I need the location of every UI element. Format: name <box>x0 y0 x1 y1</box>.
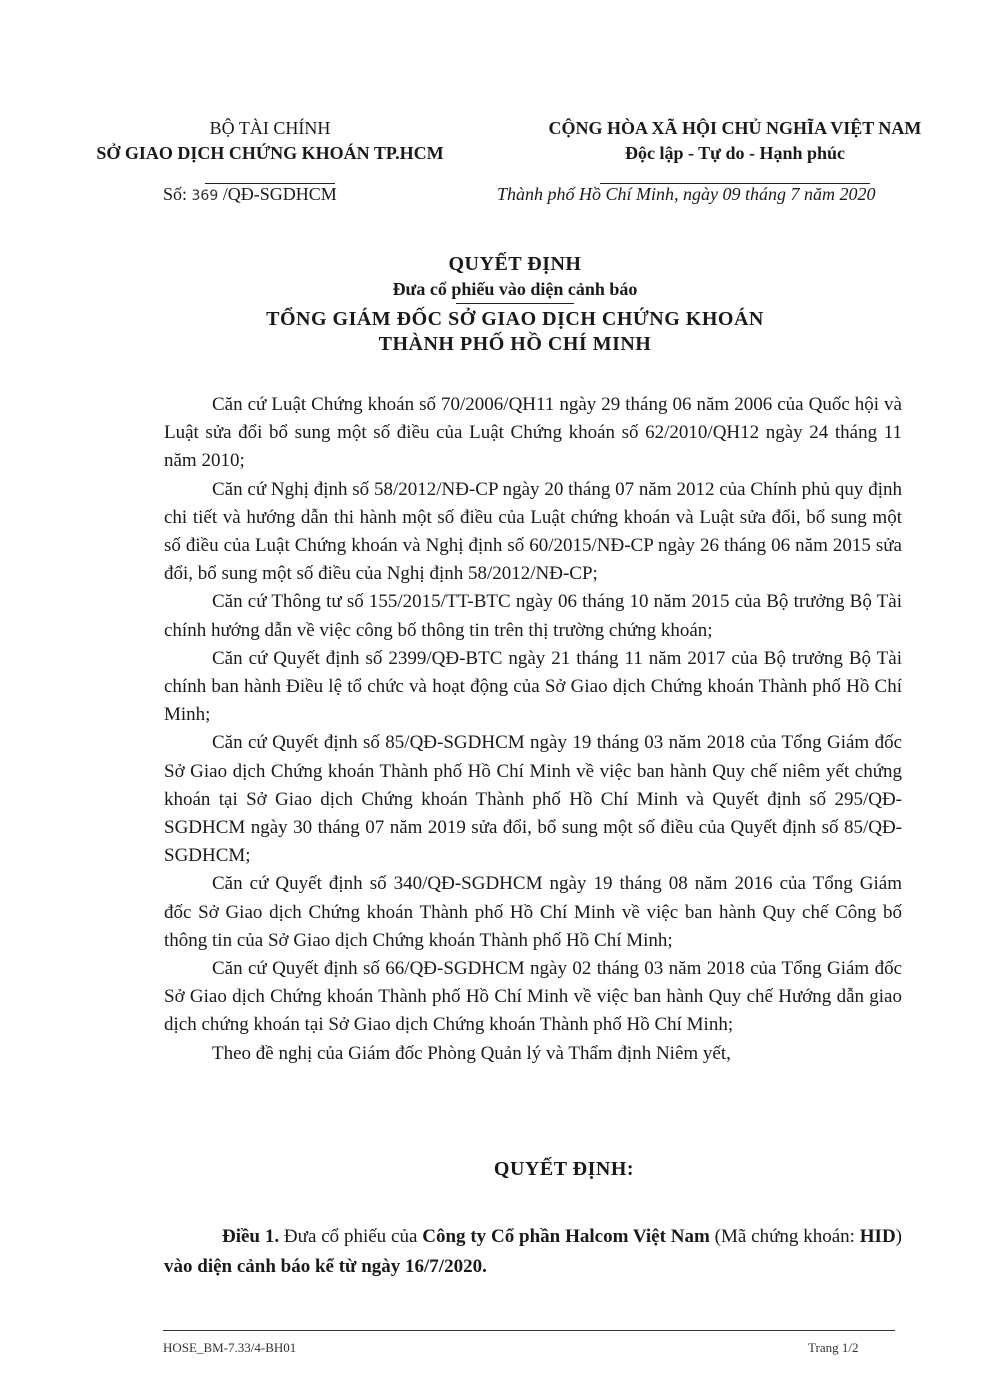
basis-paragraph: Căn cứ Quyết định số 2399/QĐ-BTC ngày 21 tháng 11 năm 2017 của Bộ trưởng Bộ Tài chính ban hành Điều lệ tổ chức và hoạt động của Sở Giao dịch Chứng khoán Thành phố Hồ Chí Minh; <box>164 647 902 726</box>
basis-paragraph: Căn cứ Luật Chứng khoán số 70/2006/QH11 ngày 29 tháng 06 năm 2006 của Quốc hội và Luật sửa đổi bổ sung một số điều của Luật Chứng khoán số 62/2010/QH12 ngày 24 tháng 11 năm 2010; <box>164 394 902 472</box>
title-block <box>50 252 980 357</box>
basis-paragraph: Theo đề nghị của Giám đốc Phòng Quản lý và Thẩm định Niêm yết, <box>212 1042 731 1064</box>
basis-paragraph: Căn cứ Quyết định số 66/QĐ-SGDHCM ngày 02 tháng 03 năm 2018 của Tổng Giám đốc Sở Giao dịch Chứng khoán Thành phố Hồ Chí Minh về việc ban hành Quy chế Hướng dẫn giao dịch chứng khoán tại Sở Giao dịch Chứng khoán Thành phố Hồ Chí Minh; <box>164 958 902 1036</box>
basis-paragraph: Căn cứ Quyết định số 85/QĐ-SGDHCM ngày 19 tháng 03 năm 2018 của Tổng Giám đốc Sở Giao dịch Chứng khoán Thành phố Hồ Chí Minh về việc ban hành Quy chế niêm yết chứng khoán tại Sở Giao dịch Chứng khoán Thành phố Hồ Chí Minh và Quyết định số 295/QĐ-SGDHCM ngày 30 tháng 07 năm 2019 sửa đổi, bổ sung một số điều của Quyết định số 85/QĐ-SGDHCM; <box>164 732 902 867</box>
document-subject: Đưa cổ phiếu vào diện cảnh báo <box>392 279 638 299</box>
number-suffix: /QĐ-SGDHCM <box>218 184 337 204</box>
company-name: Công ty Cổ phần Halcom Việt Nam <box>422 1226 710 1247</box>
article-text-d: vào diện cảnh báo kể từ ngày 16/7/2020. <box>164 1256 487 1277</box>
footer-divider <box>163 1330 895 1331</box>
document-number <box>163 184 337 205</box>
authority-line-2: THÀNH PHỐ HỒ CHÍ MINH <box>378 333 652 355</box>
article-text-c: ) <box>895 1226 902 1247</box>
number-prefix: Số: <box>163 184 192 204</box>
national-motto: Độc lập - Tự do - Hạnh phúc <box>624 143 846 163</box>
place-and-date: Thành phố Hồ Chí Minh, ngày 09 tháng 7 năm 2020 <box>497 184 876 204</box>
basis-paragraph: Căn cứ Nghị định số 58/2012/NĐ-CP ngày 20 tháng 07 năm 2012 của Chính phủ quy định chi tiết và hướng dẫn thi hành một số điều của Luật chứng khoán và Luật sửa đổi, bổ sung một số điều của Luật Chứng khoán và Nghị định số 60/2015/NĐ-CP ngày 26 tháng 06 năm 2015 sửa đổi, bổ sung một số điều của Nghị định 58/2012/NĐ-CP; <box>164 478 902 585</box>
basis-paragraph: Căn cứ Quyết định số 340/QĐ-SGDHCM ngày 19 tháng 08 năm 2016 của Tổng Giám đốc Sở Giao dịch Chứng khoán Thành phố Hồ Chí Minh về việc ban hành Quy chế Công bố thông tin của Sở Giao dịch Chứng khoán Thành phố Hồ Chí Minh; <box>164 873 902 951</box>
legal-bases <box>164 391 902 1068</box>
document-type-heading: QUYẾT ĐỊNH <box>448 253 582 275</box>
national-header-block <box>500 116 970 191</box>
issuing-agency-block <box>70 116 470 191</box>
form-code: HOSE_BM-7.33/4-BH01 <box>163 1340 297 1355</box>
article-1 <box>164 1222 902 1282</box>
ministry-name: BỘ TÀI CHÍNH <box>209 118 331 138</box>
handwritten-number: 369 <box>191 188 219 204</box>
ticker-symbol: HID <box>859 1226 896 1247</box>
subject-underline <box>456 303 574 304</box>
article-label: Điều 1. <box>222 1226 280 1247</box>
decision-heading: QUYẾT ĐỊNH: <box>493 1158 635 1180</box>
basis-paragraph: Căn cứ Thông tư số 155/2015/TT-BTC ngày 06 tháng 10 năm 2015 của Bộ trưởng Bộ Tài chính hướng dẫn về việc công bố thông tin trên thị trường chứng khoán; <box>164 591 902 641</box>
authority-line-1: TỔNG GIÁM ĐỐC SỞ GIAO DỊCH CHỨNG KHOÁN <box>266 308 764 330</box>
article-text-b: (Mã chứng khoán: <box>709 1226 860 1247</box>
country-name: CỘNG HÒA XÃ HỘI CHỦ NGHĨA VIỆT NAM <box>548 118 922 138</box>
article-text-a: Đưa cổ phiếu của <box>279 1226 423 1247</box>
agency-name: SỞ GIAO DỊCH CHỨNG KHOÁN TP.HCM <box>96 143 444 163</box>
page-number: Trang 1/2 <box>808 1340 859 1355</box>
